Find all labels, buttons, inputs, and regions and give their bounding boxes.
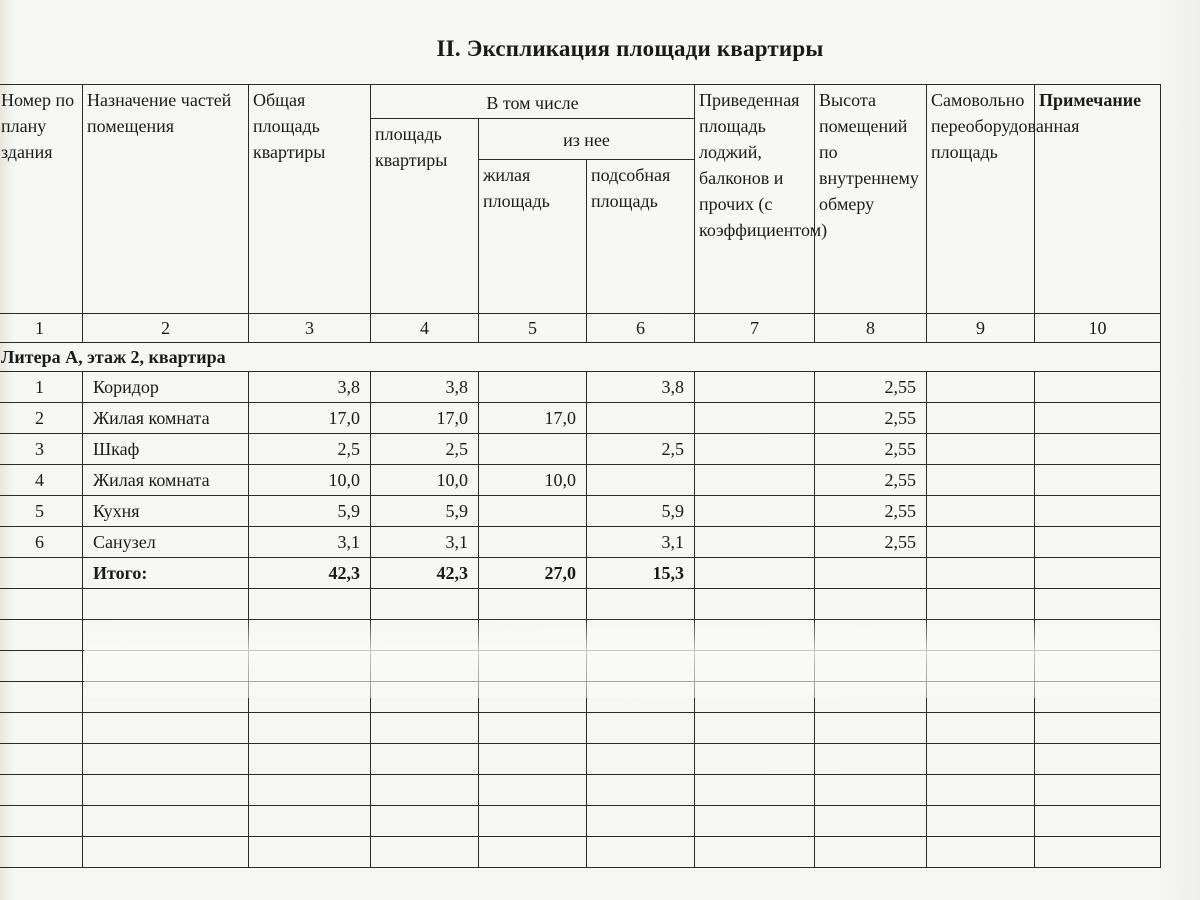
row-living-area <box>479 527 587 558</box>
empty-cell <box>927 620 1035 651</box>
totals-height <box>815 558 927 589</box>
empty-cell <box>815 744 927 775</box>
row-number: 2 <box>0 403 83 434</box>
empty-row <box>0 682 1161 713</box>
row-note <box>1035 403 1161 434</box>
row-auxiliary-area: 2,5 <box>587 434 695 465</box>
empty-cell <box>249 837 371 868</box>
row-height: 2,55 <box>815 434 927 465</box>
row-total-area: 10,0 <box>249 465 371 496</box>
empty-row <box>0 589 1161 620</box>
empty-cell <box>815 651 927 682</box>
totals-auxiliary-area: 15,3 <box>587 558 695 589</box>
empty-cell <box>695 806 815 837</box>
empty-cell <box>1035 775 1161 806</box>
empty-cell <box>249 744 371 775</box>
empty-cell <box>371 651 479 682</box>
empty-cell <box>83 775 249 806</box>
empty-cell <box>371 837 479 868</box>
document-title <box>0 36 1200 62</box>
row-auxiliary-area: 5,9 <box>587 496 695 527</box>
row-number: 5 <box>0 496 83 527</box>
row-height: 2,55 <box>815 403 927 434</box>
empty-cell <box>371 589 479 620</box>
empty-row <box>0 744 1161 775</box>
row-note <box>1035 527 1161 558</box>
table-header <box>0 85 1161 314</box>
header-note: Примечание <box>1035 85 1161 314</box>
row-apartment-area: 17,0 <box>371 403 479 434</box>
empty-cell <box>587 775 695 806</box>
column-number: 9 <box>927 314 1035 343</box>
header-of-which: из нее <box>479 119 695 160</box>
totals-label: Итого: <box>83 558 249 589</box>
row-reduced-area <box>695 465 815 496</box>
empty-cell <box>0 775 83 806</box>
empty-cell <box>927 806 1035 837</box>
empty-cell <box>83 806 249 837</box>
row-apartment-area: 5,9 <box>371 496 479 527</box>
explication-table <box>0 84 1161 868</box>
column-number: 5 <box>479 314 587 343</box>
totals-unauthorized <box>927 558 1035 589</box>
empty-cell <box>479 713 587 744</box>
row-total-area: 2,5 <box>249 434 371 465</box>
empty-cell <box>587 651 695 682</box>
row-reduced-area <box>695 403 815 434</box>
empty-cell <box>695 651 815 682</box>
empty-cell <box>1035 651 1161 682</box>
empty-cell <box>815 682 927 713</box>
empty-cell <box>587 837 695 868</box>
row-unauthorized <box>927 465 1035 496</box>
row-total-area: 3,8 <box>249 372 371 403</box>
row-apartment-area: 10,0 <box>371 465 479 496</box>
row-note <box>1035 434 1161 465</box>
row-number: 1 <box>0 372 83 403</box>
table-row <box>0 496 1161 527</box>
row-living-area: 10,0 <box>479 465 587 496</box>
empty-cell <box>371 713 479 744</box>
row-height: 2,55 <box>815 496 927 527</box>
empty-cell <box>927 682 1035 713</box>
row-apartment-area: 2,5 <box>371 434 479 465</box>
row-height: 2,55 <box>815 372 927 403</box>
table-row <box>0 465 1161 496</box>
empty-row <box>0 775 1161 806</box>
empty-cell <box>249 713 371 744</box>
column-number: 1 <box>0 314 83 343</box>
empty-cell <box>0 620 83 651</box>
empty-cell <box>695 713 815 744</box>
row-auxiliary-area: 3,1 <box>587 527 695 558</box>
totals-apartment-area: 42,3 <box>371 558 479 589</box>
empty-cell <box>927 775 1035 806</box>
row-number: 3 <box>0 434 83 465</box>
empty-cell <box>695 589 815 620</box>
row-unauthorized <box>927 372 1035 403</box>
empty-cell <box>479 651 587 682</box>
header-auxiliary-area: подсобная площадь <box>587 160 695 314</box>
totals-num <box>0 558 83 589</box>
totals-total-area: 42,3 <box>249 558 371 589</box>
empty-cell <box>83 620 249 651</box>
row-living-area <box>479 434 587 465</box>
empty-cell <box>1035 806 1161 837</box>
empty-cell <box>1035 744 1161 775</box>
header-unauthorized-area: Самовольно переоборудованная площадь <box>927 85 1035 314</box>
totals-note <box>1035 558 1161 589</box>
empty-cell <box>249 806 371 837</box>
empty-cell <box>0 589 83 620</box>
empty-cell <box>587 620 695 651</box>
empty-row <box>0 620 1161 651</box>
row-purpose: Жилая комната <box>83 403 249 434</box>
empty-cell <box>249 651 371 682</box>
empty-cell <box>815 620 927 651</box>
empty-cell <box>587 589 695 620</box>
empty-cell <box>587 682 695 713</box>
empty-cell <box>0 806 83 837</box>
row-total-area: 17,0 <box>249 403 371 434</box>
empty-cell <box>371 682 479 713</box>
header-height: Высота помещений по внутреннему обмеру <box>815 85 927 314</box>
header-purpose: Назначение частей помещения <box>83 85 249 314</box>
row-unauthorized <box>927 496 1035 527</box>
row-purpose: Жилая комната <box>83 465 249 496</box>
header-plan-number: Номер по плану здания <box>0 85 83 314</box>
empty-cell <box>83 651 249 682</box>
row-reduced-area <box>695 527 815 558</box>
row-note <box>1035 465 1161 496</box>
empty-cell <box>587 713 695 744</box>
column-number: 2 <box>83 314 249 343</box>
empty-cell <box>371 806 479 837</box>
empty-cell <box>815 589 927 620</box>
row-living-area <box>479 372 587 403</box>
totals-living-area: 27,0 <box>479 558 587 589</box>
empty-cell <box>0 837 83 868</box>
empty-cell <box>0 682 83 713</box>
empty-cell <box>371 744 479 775</box>
empty-cell <box>815 775 927 806</box>
column-number: 4 <box>371 314 479 343</box>
header-living-area: жилая площадь <box>479 160 587 314</box>
row-total-area: 5,9 <box>249 496 371 527</box>
totals-reduced-area <box>695 558 815 589</box>
empty-cell <box>479 837 587 868</box>
row-apartment-area: 3,1 <box>371 527 479 558</box>
empty-cell <box>83 744 249 775</box>
empty-cell <box>1035 620 1161 651</box>
row-unauthorized <box>927 434 1035 465</box>
column-number: 10 <box>1035 314 1161 343</box>
empty-cell <box>479 775 587 806</box>
row-reduced-area <box>695 434 815 465</box>
row-total-area: 3,1 <box>249 527 371 558</box>
empty-cell <box>927 837 1035 868</box>
title-text: II. Экспликация площади квартиры <box>436 36 824 61</box>
row-number: 6 <box>0 527 83 558</box>
empty-cell <box>927 589 1035 620</box>
empty-cell <box>815 806 927 837</box>
header-including: В том числе <box>371 85 695 119</box>
empty-cell <box>587 744 695 775</box>
row-height: 2,55 <box>815 527 927 558</box>
empty-cell <box>1035 837 1161 868</box>
empty-row <box>0 806 1161 837</box>
header-apartment-area: площадь квартиры <box>371 119 479 314</box>
row-auxiliary-area <box>587 403 695 434</box>
empty-cell <box>927 713 1035 744</box>
empty-cell <box>587 806 695 837</box>
row-note <box>1035 496 1161 527</box>
row-living-area <box>479 496 587 527</box>
column-number: 6 <box>587 314 695 343</box>
table-row <box>0 403 1161 434</box>
row-auxiliary-area: 3,8 <box>587 372 695 403</box>
empty-cell <box>249 620 371 651</box>
column-number: 8 <box>815 314 927 343</box>
empty-cell <box>479 589 587 620</box>
empty-cell <box>695 682 815 713</box>
empty-cell <box>371 620 479 651</box>
empty-cell <box>479 744 587 775</box>
row-purpose: Кухня <box>83 496 249 527</box>
empty-cell <box>83 682 249 713</box>
row-living-area: 17,0 <box>479 403 587 434</box>
totals-row <box>0 558 1161 589</box>
table-row <box>0 372 1161 403</box>
empty-cell <box>249 682 371 713</box>
column-number: 3 <box>249 314 371 343</box>
empty-cell <box>1035 682 1161 713</box>
row-purpose: Шкаф <box>83 434 249 465</box>
empty-cell <box>479 620 587 651</box>
empty-cell <box>249 589 371 620</box>
empty-cell <box>83 837 249 868</box>
empty-cell <box>927 744 1035 775</box>
empty-cell <box>815 713 927 744</box>
row-purpose: Коридор <box>83 372 249 403</box>
empty-cell <box>479 806 587 837</box>
empty-row <box>0 651 1161 682</box>
empty-cell <box>695 837 815 868</box>
empty-cell <box>1035 713 1161 744</box>
row-auxiliary-area <box>587 465 695 496</box>
empty-cell <box>479 682 587 713</box>
empty-cell <box>83 713 249 744</box>
table-row <box>0 527 1161 558</box>
empty-cell <box>1035 589 1161 620</box>
header-reduced-area: Приведенная площадь лоджий, балконов и прочих (с коэффициентом) <box>695 85 815 314</box>
table-row <box>0 434 1161 465</box>
row-reduced-area <box>695 372 815 403</box>
row-note <box>1035 372 1161 403</box>
empty-cell <box>0 713 83 744</box>
row-purpose: Санузел <box>83 527 249 558</box>
empty-cell <box>371 775 479 806</box>
row-unauthorized <box>927 403 1035 434</box>
row-apartment-area: 3,8 <box>371 372 479 403</box>
empty-cell <box>695 775 815 806</box>
column-number-row <box>0 314 1161 343</box>
empty-row <box>0 713 1161 744</box>
empty-cell <box>695 620 815 651</box>
empty-cell <box>83 589 249 620</box>
empty-cell <box>815 837 927 868</box>
section-row <box>0 343 1161 372</box>
empty-cell <box>0 651 83 682</box>
row-reduced-area <box>695 496 815 527</box>
section-label: Литера А, этаж 2, квартира <box>0 343 1161 372</box>
empty-cell <box>0 744 83 775</box>
empty-row <box>0 837 1161 868</box>
empty-cell <box>927 651 1035 682</box>
column-number: 7 <box>695 314 815 343</box>
header-total-area: Общая площадь квартиры <box>249 85 371 314</box>
row-number: 4 <box>0 465 83 496</box>
row-height: 2,55 <box>815 465 927 496</box>
empty-cell <box>695 744 815 775</box>
empty-cell <box>249 775 371 806</box>
row-unauthorized <box>927 527 1035 558</box>
